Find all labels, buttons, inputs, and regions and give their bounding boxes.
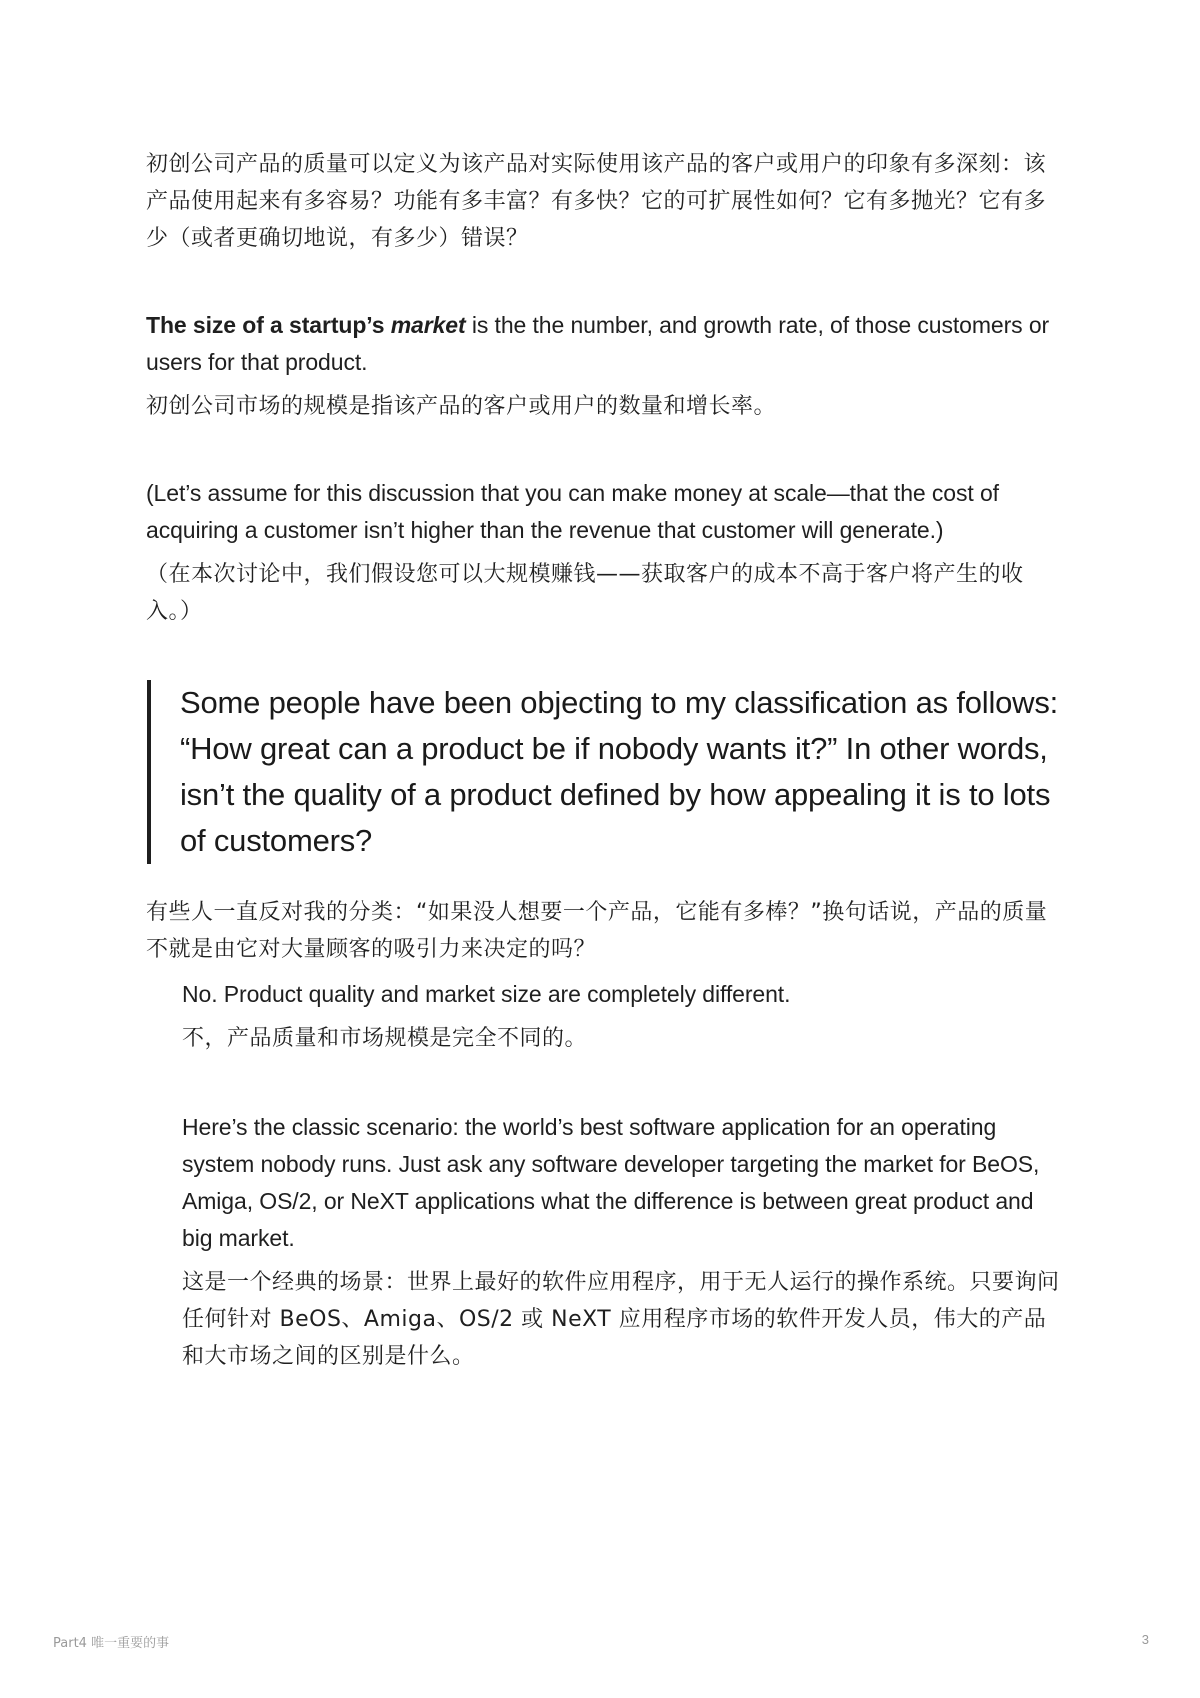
- market-term-lead: The size of a startup’s: [146, 312, 391, 338]
- market-paragraph-en: [146, 307, 1066, 381]
- market-definition-text: is the the number, and growth rate, of those customers or users for that product.: [146, 312, 1050, 375]
- quote-text-en: Some people have been objecting to my classification as follows: “How great can a product be if nobody wants it?” In other words, isn’t the quality of a product defined by how appealing it is to lots of customers?: [180, 685, 1059, 858]
- scenario-paragraph-cn: 这是一个经典的场景：世界上最好的软件应用程序，用于无人运行的操作系统。只要询问任何针对 BeOS、Amiga、OS/2 或 NeXT 应用程序市场的软件开发人员，伟大的产品和大市场之间的区别是什么。: [182, 1270, 1060, 1369]
- assumption-paragraph-cn: （在本次讨论中，我们假设您可以大规模赚钱——获取客户的成本不高于客户将产生的收入。）: [146, 562, 1024, 624]
- answer-paragraph-en: No. Product quality and market size are completely different.: [182, 981, 791, 1007]
- market-term-italic: market: [390, 312, 466, 338]
- indented-section: [146, 976, 1066, 1375]
- footer-page-number: 3: [1141, 1632, 1149, 1647]
- market-section: [146, 307, 1066, 425]
- assumption-paragraph-en: (Let’s assume for this discussion that you can make money at scale—that the cost of acquiring a customer isn’t higher than the revenue that customer will generate.): [146, 480, 999, 543]
- assumption-section: [146, 475, 1066, 630]
- answer-paragraph-cn: 不，产品质量和市场规模是完全不同的。: [182, 1026, 588, 1051]
- market-paragraph-cn: 初创公司市场的规模是指该产品的客户或用户的数量和增长率。: [146, 394, 777, 419]
- page-content: [146, 146, 1066, 1375]
- footer-section-title: Part4 唯一重要的事: [53, 1636, 170, 1651]
- blockquote: [147, 680, 1066, 864]
- quality-section: [146, 146, 1066, 257]
- quality-paragraph-cn: 初创公司产品的质量可以定义为该产品对实际使用该产品的客户或用户的印象有多深刻：该产品使用起来有多容易？功能有多丰富？有多快？它的可扩展性如何？它有多抛光？它有多少（或者更确切地说，有多少）错误？: [146, 152, 1047, 251]
- quote-translation-cn: 有些人一直反对我的分类：“如果没人想要一个产品，它能有多棒？”换句话说，产品的质量不就是由它对大量顾客的吸引力来决定的吗？: [146, 900, 1048, 962]
- scenario-paragraph-en: Here’s the classic scenario: the world’s best software application for an operating system nobody runs. Just ask any software developer targeting the market for BeOS, Amiga, OS/2, or NeXT applications what the difference is between great product and big market.: [182, 1114, 1040, 1251]
